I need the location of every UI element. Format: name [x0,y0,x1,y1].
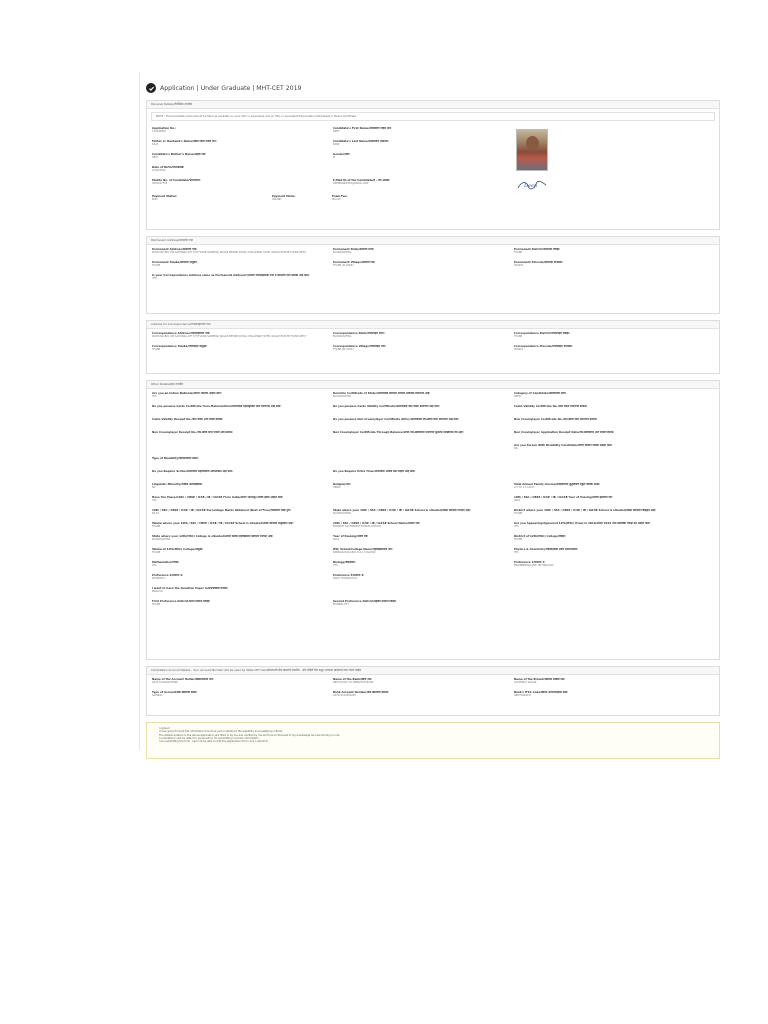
permanent-address-panel [146,236,720,314]
field-value: YES [152,499,157,503]
declaration-line: I have gone through the information brochure and understood the eligibility and qualifying criteria. [159,730,283,734]
permanent-fields [147,245,719,290]
field-label: Do you possess Caste Certificate from Maharashtra/आपल्याकडे महाराष्ट्रातील जात प्रमाणपत्र आहे काय: [152,405,282,408]
field-value: HINDU [333,486,341,490]
payment-fields [147,195,719,211]
field-label: Taluka of 12th(HSC) College/तालुका: [152,548,204,551]
field-label: Do you possess Caste Validity Certificate/आपल्याकडे जात वैधता प्रमाणपत्र आहे काय: [333,405,440,408]
field-value: NO [514,447,518,451]
field-label: Candidate's Last Name/उमेदवाराचे आडनाव: [333,140,389,143]
field-label: Preference 1/प्राधान्य 1: [514,561,546,564]
field-label: HSC School/College Name/महाविद्यालयाचे नाव: [333,548,393,551]
field-label: Are you Person With Disability Candidate/आपण दिव्यांग व्यक्ती आहात काय: [514,444,613,447]
field-personal-9 [333,179,514,191]
permanent-address-heading: Permanent Address/कायमचा पत्ता [147,237,719,245]
declaration-line: I am submitting the form. I will not be able to edit the application form once I submit it. [159,740,269,744]
field-value: YES [333,564,338,568]
field-label: Name of the Branch/बँकेच्या शाखेचे नाव: [514,678,566,681]
field-label: Category of Candidate/उमेदवाराचा प्रवर्ग: [514,392,567,395]
field-label: 10th / SSC / CBSE / ICSE / IB / IGCSE Percentage Marks Obtained (Best of Five)/मिळालेले टक्के गुण: [152,509,292,512]
field-account-0 [152,678,333,690]
field-other-9 [152,431,333,443]
field-label: Gender/लिंग: [333,153,351,156]
account-fields [147,675,719,707]
field-personal-5 [333,153,514,165]
other-details-panel [146,380,720,660]
field-personal-4 [152,153,333,165]
field-label: First Preference District/प्रथम प्राधान्य जिल्हा: [152,600,211,603]
field-label: Religion/धर्म: [333,483,351,486]
declaration-box [146,722,720,759]
field-value: MAHARASHTRA [152,538,171,542]
other-details-heading: Other Details/इतर तपशील [147,381,719,389]
declaration-line: I understand I will be liable for penal action for submitting incorrect information. [159,736,260,740]
field-account-4 [333,691,514,703]
field-value: ABHYUDAYA CO-OPERATIVE BANK [333,681,374,685]
field-label: E-Mail ID of the Candidate/ई - मेल आयडी: [333,179,390,182]
field-value: MAHARASHTRA [333,251,352,255]
field-label: Permanent Pincode/कायमचा पिनकोड: [514,261,563,264]
field-label: Name of the Bank/बँकेचे नाव: [333,678,373,681]
field-label: Type of Disability/दिव्यांगत्वाचा प्रकार: [152,457,199,460]
field-other-30 [333,522,514,534]
field-payment-1 [272,195,332,207]
field-value: NO [152,486,156,490]
field-label: Payment Status: [152,195,178,198]
field-value: 800.00 [332,198,341,202]
field-other-45 [152,600,333,612]
field-label: Correspondence Pincode/पत्रव्यवहार पिनकोड: [514,345,573,348]
field-label: Mobile No. of Candidate/भ्रमणध्वनी: [152,179,201,182]
field-other-26 [152,509,333,521]
declaration-line: I Agreed [159,727,170,730]
other-fields [147,389,719,616]
field-value: THANE [514,251,523,255]
field-label: Bank's IFSC Code/बँकेचा आयएफएससी कोड: [514,691,568,694]
field-other-0 [152,392,333,404]
field-label: Name of the Account Holder/खातेधारकाचे नाव: [152,678,214,681]
field-other-47 [514,600,695,612]
field-label: Taluka where your 10th / SSC / CBSE / ICSE / IB / IGCSE School is situated/शाळा कोणत्या तालुक्यात आहे: [152,522,294,525]
field-permanent-6 [152,274,333,286]
field-value: THANE [152,551,161,555]
field-value: ENGLISH [152,590,163,594]
field-permanent-4 [333,261,514,273]
field-other-40 [514,561,695,573]
field-value: THANE [152,525,161,529]
field-label: Biology/जीवशास्त्र: [333,561,356,564]
field-account-1 [333,678,514,690]
field-other-14 [514,444,695,456]
field-label: Do you Require Extra Time/आपल्याला अधिक वेळ पाहिजे आहे काय: [333,470,416,473]
field-personal-3 [333,140,514,152]
field-label: Exam Fee: [332,195,348,198]
left-divider [139,72,140,750]
field-permanent-2 [514,248,695,260]
field-value: YES [514,525,519,529]
application-page [146,80,720,759]
field-other-1 [333,392,514,404]
field-other-8 [514,418,695,430]
field-other-2 [514,392,695,404]
field-value: SHRIMATI SAVITRIDEVI THIRANI SCHOOL [333,525,382,529]
field-other-6 [152,418,333,430]
field-label: Total Annual Family Income/उमेदवाराच्या कुटुंबियांचे एकूण वार्षिक उत्पन्न: [514,483,600,486]
field-value: M [333,156,336,160]
field-other-21 [152,483,333,495]
field-value: 2019 [333,538,340,542]
field-other-22 [333,483,514,495]
field-payment-0 [152,195,272,207]
field-value: ABHY0065047 [514,694,532,698]
field-other-46 [333,600,514,612]
field-label: Non Creamylayer Application Receipt Date/नॉन-क्रीमीलेयर अर्ज पावती दिनांक: [514,431,615,434]
field-label: Correspondence Village/पत्रव्यवहार गाव: [333,345,386,348]
field-label: State where your 10th / SSC / CBSE / ICSE / IB / IGCSE School is situated/शाळा कोणत्या राज्यात आहे: [333,509,471,512]
field-label: District of 12th(HSC) College/जिल्हा: [514,535,566,538]
field-value: MUMBAI CITY [333,603,349,607]
field-account-5 [514,691,695,703]
field-value: ONLINE [272,198,282,202]
field-label: Non Creamylayer Receipt No./नॉन-क्रीमी लेयर पावती अर्ज क्रमांक: [152,431,233,434]
field-other-41 [152,574,333,586]
field-label: District where your 10th / SSC / CBSE / ICSE / IB / IGCSE School is situated/शाळा कोणत्या जिल्ह्यात आहे: [514,509,656,512]
field-correspondence-4 [333,345,514,357]
field-correspondence-2 [514,332,695,344]
field-other-24 [152,496,514,508]
field-permanent-5 [514,261,695,273]
field-other-17 [514,457,695,469]
field-label: Have You Passed SSC / CBSE / ICSE / IB / IGCSE From India/आपण भारतातून उत्तीर्ण झाला आहात काय: [152,496,284,499]
field-other-33 [333,535,514,547]
field-label: Mathematics/गणित: [152,561,180,564]
field-other-34 [514,535,695,547]
field-label: Date of Birth/जन्मतारीख: [152,166,185,169]
field-correspondence-5 [514,345,695,357]
personal-details-heading: Personal Details/वैयक्तिक तपशील [147,101,719,109]
field-label: I want to have the Question Paper in/प्रश्नपत्रिकेचे माध्यम: [152,587,229,590]
field-value: DEEPBANE1802@GMAIL.COM [333,182,369,186]
field-value: 86.40 [152,512,159,516]
field-label: Permanent Taluka/कायमचा तालुका: [152,261,198,264]
signature-text: Deep [524,183,538,189]
field-other-29 [152,522,333,534]
field-value: 400604 [514,264,524,268]
field-other-12 [152,444,333,456]
declaration-line: The details entered in the above application are filled in by me and verified by me and true to the best of my knowledge and are binding on me. [159,733,341,737]
field-correspondence-1 [333,332,514,344]
field-value: DIPTI [152,156,159,160]
field-label: State where your 12th(HSC) College is situated/आपले कनिष्ठ महाविद्यालय कोणत्या राज्यात आहे: [152,535,274,538]
field-value: YES [152,564,157,568]
field-value: OPEN [514,395,521,399]
field-permanent-0 [152,248,333,260]
correspondence-panel [146,320,720,374]
account-details-panel [146,666,720,716]
field-label: Non Creamylayer Certificate No./नॉन-क्रीमी लेयर प्रमाणपत्र क्रमांक: [514,418,598,421]
field-value: RAMNARAYAN ARYA D.A.V COLLEGE [333,551,376,555]
name-note: NOTE : The Candidate name should be filled as available on your SSC or equivalent and on HSC or equivalent Examination Marksheet or Board Certificate [151,112,715,121]
correspondence-heading: Address for Correspondence/पत्रव्यवहाराचा पत्ता [147,321,719,329]
field-label: Candidate's First Name/उमेदवाराचे पहिले नाव: [333,127,392,130]
personal-fields [152,127,514,192]
field-value: ROOM NO-B01 OM SADHANA APT 4TH FLOOR SAMBHAJI NAGAR BEHIND ROYAL CHALLENGE HOTEL WAGLE ESTATE THANE WEST [152,251,306,255]
field-label: Father or Husband's Name/वडील किंवा पतीचे नाव: [152,140,217,143]
field-value: THANE [152,264,161,268]
account-details-heading: Candidate's Account Details - Your Account Number will be used by State CET Cell/उमेदवाराचे बँक खात्याचे तपशील - स्टेट सीईटी सेल कडून आपल्या खात्याचा वापर केला जाईल [147,667,719,675]
field-label: Permanent State/कायमचे राज्य: [333,248,375,251]
field-other-20 [514,470,695,482]
field-correspondence-3 [152,345,333,357]
field-other-38 [152,561,333,573]
field-value: 07/06/2001 [152,169,166,173]
field-account-2 [514,678,695,690]
field-payment-3 [513,195,694,207]
field-value: LOKMANYA NAGAR [514,681,537,685]
field-label: Do you possess Non Creamylayer Certificate (NCL)/आपल्याकडे नॉन-क्रीमी लेयर प्रमाणपत्र आहे काय: [333,418,460,421]
page-header [146,80,720,96]
field-other-27 [333,509,514,521]
field-label: Are you an Indian National/आपण भारतीय आहात काय: [152,392,222,395]
field-label: Physics & Chemistry/भौतिकशास्त्र आणि रसायनशास्त्र: [514,548,578,551]
field-account-3 [152,691,333,703]
field-label: Preference 2/प्राधान्य 2: [152,574,184,577]
field-value: YES [514,551,519,555]
field-value: BANE [333,143,340,147]
field-value: 2016 [514,499,521,503]
correspondence-fields [147,329,719,361]
field-correspondence-0 [152,332,333,344]
field-label: Application No.: [152,127,177,130]
field-other-15 [152,457,333,469]
field-label: Correspondence Taluka/पत्रव्यवहार तालुका: [152,345,208,348]
field-other-31 [514,522,695,534]
field-personal-1 [333,127,514,139]
field-other-5 [514,405,695,417]
candidate-photo [516,129,548,171]
field-label: 10th / SSC / CBSE / ICSE / IB / IGCSE School Name/शाळेचे नाव: [333,522,421,525]
field-other-44 [514,587,695,599]
field-permanent-1 [333,248,514,260]
field-other-7 [333,418,514,430]
field-label: Type of Account/बँक खात्याचा प्रकार: [152,691,198,694]
field-label: Domicile Certificate of State/आपल्याकडे कोणत्या राज्याचे अधिवास प्रमाणपत्र आहे: [333,392,431,395]
field-value: THANE [514,335,523,339]
field-personal-8 [152,179,333,191]
field-other-13 [333,444,514,456]
field-payment-2 [332,195,513,207]
field-value: ROOM NO-B01 OM SADHANA APT 4TH FLOOR SAMBHAJI NAGAR BEHIND ROYAL CHALLENGE HOTEL WAGLE ESTATE THANE WEST [152,335,306,339]
field-label: Caste Validity Certificate No./जात वैधता प्रमाणपत्र क्रमांक: [514,405,588,408]
personal-details-panel [146,100,720,230]
field-label: Permanent Address/कायमचा पत्ता: [152,248,198,251]
check-circle-icon [146,83,156,93]
field-value: THANE (M CORP.) [333,348,354,352]
field-label: Is your Correspondence Address same as Permanent Address?/आपला पत्रव्यवहाराचा पत्ता व कायमचा पत्ता सारखा आहे काय: [152,274,310,277]
field-label: Payment Mode: [272,195,296,198]
field-label: Second Preference District/द्वितीय प्राधान्य जिल्हा: [333,600,397,603]
field-value: THANE [514,512,523,516]
field-other-36 [333,548,514,560]
field-label: Correspondence Address/पत्रव्यवहाराचा पत्ता: [152,332,211,335]
field-label: Caste Validity Receipt No./जात वैधता अर्ज पावती क्रमांक: [152,418,224,421]
field-value: 400604 [514,348,524,352]
field-other-42 [333,574,514,586]
field-other-3 [152,405,333,417]
field-label: Candidate's Mother's Name/आईचे नाव: [152,153,207,156]
field-value: 9320547785 [152,182,168,186]
field-label: Permanent District/कायमचा जिल्हा: [514,248,561,251]
field-value: YES [152,395,157,399]
field-value: 047011100002204 [333,694,356,698]
field-label: Linguistic Minority/भाषिक अल्पसंख्याक: [152,483,203,486]
field-label: Non Creamylayer Certificate Through Balance/आपले नॉन-क्रीमिलेयर प्रमाणपत्र कुठल्या तारखेपर्यंत वैध आहे: [333,431,464,434]
field-personal-7 [333,166,514,178]
field-other-4 [333,405,514,417]
field-value: THANE [152,603,161,607]
field-value: SAVINGS [152,694,163,698]
field-label: Correspondence State/पत्रव्यवहार राज्य: [333,332,385,335]
field-value: THANE (M CORP.) [333,264,354,268]
field-other-32 [152,535,333,547]
candidate-signature [516,176,548,188]
field-value: PAID [152,198,158,202]
field-value: DILIP [152,143,159,147]
field-label: Correspondence District/पत्रव्यवहार जिल्हा: [514,332,570,335]
field-value: DILIP TUKARAM BANE [152,681,178,685]
field-other-37 [514,548,695,560]
field-label: 10th / SSC / CBSE / ICSE / IB / IGCSE Year of Passing/उत्तीर्ण झाल्याचे वर्ष: [514,496,613,499]
field-personal-2 [152,140,333,152]
field-value: PHARMACY [152,577,166,581]
field-label: Do you Require Scribe/आपल्याला सहाय्यकाची आवश्यकता आहे काय: [152,470,234,473]
field-other-35 [152,548,333,560]
field-other-28 [514,509,695,521]
field-label: Are you Appearing/Appeared 12th(HSC) Exam in 2019/आपण 2019 मध्ये बारावीची परीक्षा देत आहात काय: [514,522,651,525]
field-value: ENGINEERING AND TECHNOLOGY [514,564,554,568]
field-other-18 [152,470,333,482]
field-value: THANE [514,538,523,542]
field-value: - [333,434,334,438]
field-label: Permanent Village/कायमचे गाव: [333,261,376,264]
field-personal-6 [152,166,333,178]
field-value: DEEP [333,130,340,134]
field-other-16 [333,457,514,469]
field-label: Preference 3/प्राधान्य 3: [333,574,365,577]
field-value: MAHARASHTRA [333,395,352,399]
field-value: THANE [152,348,161,352]
field-other-19 [333,470,514,482]
field-value: 119340809 [152,130,166,134]
field-other-25 [514,496,695,508]
field-other-10 [333,431,514,443]
field-value: MAHARASHTRA [333,512,352,516]
field-label: Year of Passing/उत्तीर्ण वर्ष: [333,535,369,538]
field-value: MAHARASHTRA [333,335,352,339]
field-other-43 [152,587,514,599]
field-value: 2.5 TO 3.5 LAKH [514,486,534,490]
page-title: Application | Under Graduate | MHT-CET 2019 [160,84,302,92]
field-other-23 [514,483,695,495]
field-value: DAIRY TECHNOLOGY [333,577,358,581]
field-label: Bank Account Number/बँक खात्याचा क्रमांक: [333,691,389,694]
field-other-11 [514,431,695,443]
field-other-39 [333,561,514,573]
field-permanent-3 [152,261,333,273]
field-value: YES [152,277,157,281]
field-personal-0 [152,127,333,139]
